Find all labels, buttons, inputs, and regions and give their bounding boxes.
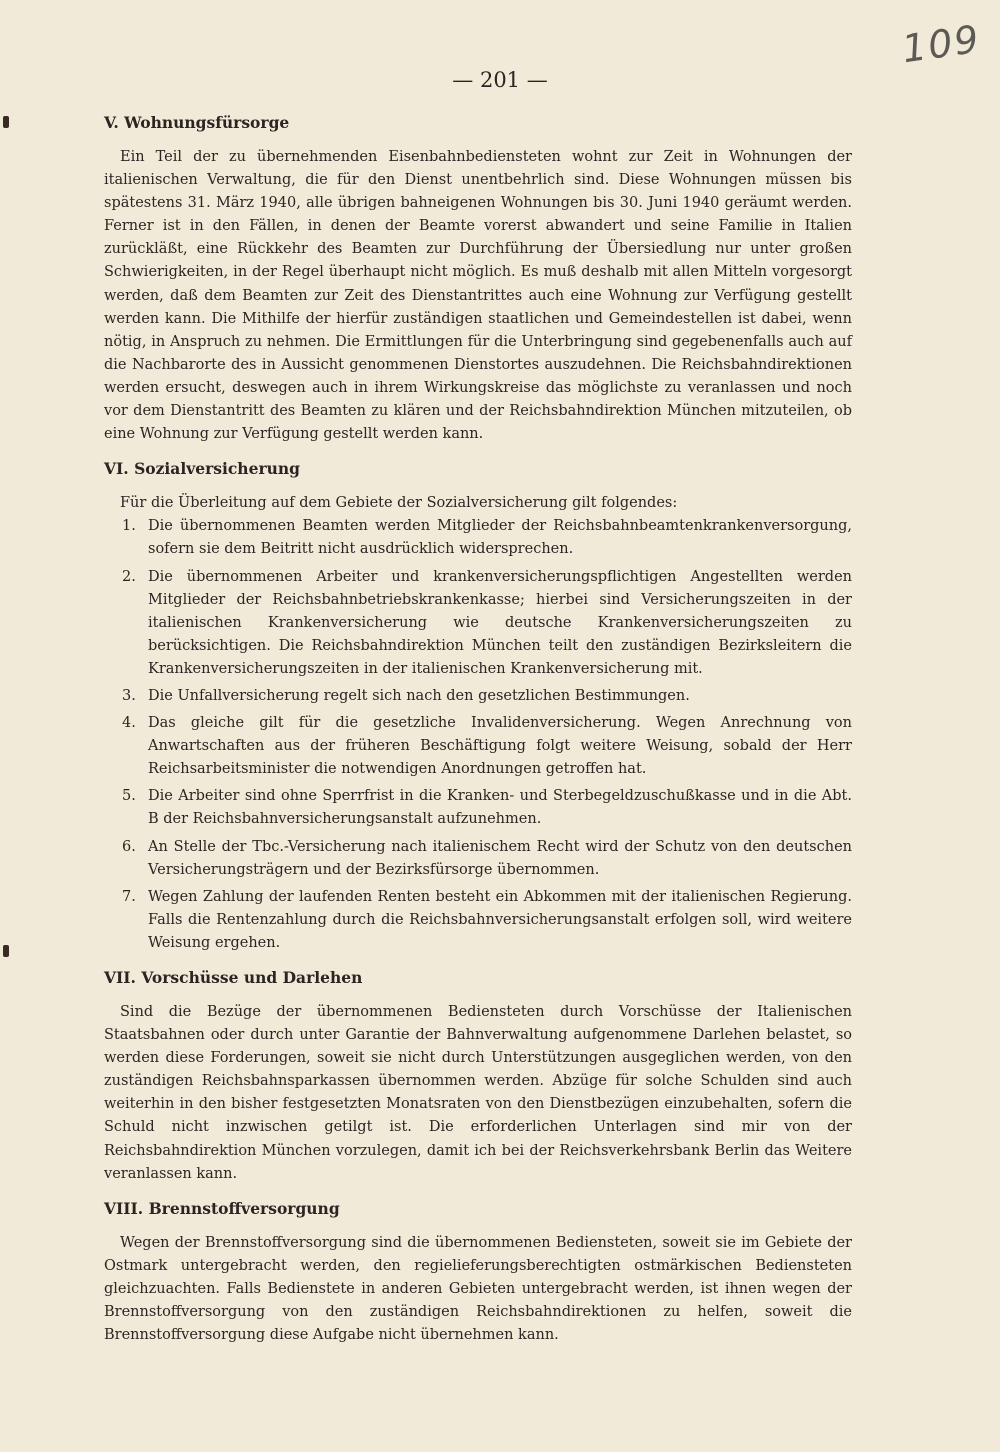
section-fuel-supply — [104, 1198, 852, 1347]
paragraph: Ein Teil der zu übernehmenden Eisenbahnbediensteten wohnt zur Zeit in Wohnungen der italienischen Verwaltung, die für den Dienst unentbehrlich sind. Diese Wohnungen müssen bis spätestens 31. März 1940, alle übrigen bahneigenen Wohnungen bis 30. Juni 1940 geräumt werden. Ferner ist in den Fällen, in denen der Beamte vorerst abwandert und seine Familie in Italien zurückläßt, eine Rückkehr des Beamten zur Durchführung der Übersiedlung nur unter großen Schwierigkeiten, in der Regel überhaupt nicht möglich. Es muß deshalb mit allen Mitteln vorgesorgt werden, daß dem Beamten zur Zeit des Dienstantrittes auch eine Wohnung zur Verfügung gestellt werden kann. Die Mithilfe der hierfür zuständigen staatlichen und Gemeindestellen ist dabei, wenn nötig, in Anspruch zu nehmen. Die Ermittlungen für die Unterbringung sind gegebenenfalls auch auf die Nachbarorte des in Aussicht genommenen Dienstortes auszudehnen. Die Reichsbahndirektionen werden ersucht, deswegen auch in ihrem Wirkungskreise das möglichste zu veranlassen und noch vor dem Dienstantritt des Beamten zu klären und der Reichsbahndirektion München mitzuteilen, ob eine Wohnung zur Verfügung gestellt werden kann. — [104, 149, 852, 443]
list-number: 6. — [122, 838, 136, 855]
list-number: 5. — [122, 788, 136, 805]
margin-mark — [3, 945, 9, 957]
document-body — [104, 112, 852, 1359]
section-heading: VII. Vorschüsse und Darlehen — [104, 968, 363, 987]
list-item — [104, 685, 852, 708]
list-number: 2. — [122, 568, 136, 585]
list-item-text: Das gleiche gilt für die gesetzliche Invalidenversicherung. Wegen Anrechnung von Anwartschaften aus der früheren Beschäftigung folgt weitere Weisung, sobald der Herr Reichsarbeitsminister die notwendigen Anordnungen getroffen hat. — [148, 715, 852, 778]
section-housing — [104, 112, 852, 446]
paragraph: Wegen der Brennstoffversorgung sind die übernommenen Bediensteten, soweit sie im Gebiete der Ostmark untergebracht werden, den regielieferungsberechtigten ostmärkischen Bediensteten gleichzuachten. Falls Bedienstete in anderen Gebieten untergebracht werden, ist ihnen wegen der Brennstoffversorgung von den zuständigen Reichsbahndirektionen zu helfen, soweit die Brennstoffversorgung diese Aufgabe nicht übernehmen kann. — [104, 1234, 852, 1344]
list-item-text: Die Arbeiter sind ohne Sperrfrist in die Kranken- und Sterbegeldzuschußkasse und in die Abt. B der Reichsbahnversicherungsanstalt aufzunehmen. — [148, 788, 852, 828]
list-item — [104, 886, 852, 955]
section-social-insurance — [104, 458, 852, 955]
list-item-text: Die übernommenen Arbeiter und krankenversicherungspflichtigen Angestellten werden Mitglieder der Reichsbahnbetriebskrankenkasse; hierbei sind Versicherungszeiten in der italienischen Krankenversicherung wie deutsche Krankenversicherungszeiten zu berücksichtigen. Die Reichsbahndirektion München teilt den zuständigen Bezirksleitern die Krankenversicherungszeiten in der italienischen Krankenversicherung mit. — [148, 568, 852, 677]
numbered-list — [104, 515, 852, 955]
margin-mark — [3, 116, 9, 128]
handwritten-folio-number: 109 — [899, 16, 984, 72]
list-item — [104, 515, 852, 561]
list-item — [104, 566, 852, 681]
section-heading: VIII. Brennstoffversorgung — [104, 1198, 340, 1218]
list-number: 4. — [122, 715, 136, 732]
list-number: 3. — [122, 687, 136, 704]
section-heading: V. Wohnungsfürsorge — [104, 113, 290, 132]
list-number: 1. — [122, 518, 136, 535]
list-item-text: Die Unfallversicherung regelt sich nach den gesetzlichen Bestimmungen. — [148, 687, 690, 704]
list-item — [104, 712, 852, 781]
paragraph: Für die Überleitung auf dem Gebiete der Sozialversicherung gilt folgendes: — [120, 495, 678, 512]
list-item — [104, 836, 852, 882]
list-item-text: Die übernommenen Beamten werden Mitglieder der Reichsbahnbeamtenkrankenversorgung, sofern sie dem Beitritt nicht ausdrücklich widersprechen. — [148, 518, 852, 558]
section-advances-loans — [104, 967, 852, 1186]
section-heading: VI. Sozialversicherung — [104, 459, 300, 479]
list-item — [104, 785, 852, 831]
list-item-text: An Stelle der Tbc.-Versicherung nach italienischem Recht wird der Schutz von den deutschen Versicherungsträgern und der Bezirksfürsorge übernommen. — [148, 838, 852, 878]
list-number: 7. — [122, 888, 136, 905]
page-number: — 201 — — [452, 68, 548, 92]
paragraph: Sind die Bezüge der übernommenen Bediensteten durch Vorschüsse der Italienischen Staatsbahnen oder durch unter Garantie der Bahnverwaltung aufgenommene Darlehen belastet, so werden diese Forderungen, soweit sie nicht durch Unterstützungen ausgeglichen werden, von den zuständigen Reichsbahnsparkassen übernommen werden. Abzüge für solche Schulden sind auch weiterhin in den bisher festgesetzten Monatsraten von den Dienstbezügen einzubehalten, sofern die Schuld nicht inzwischen getilgt ist. Die erforderlichen Unterlagen sind mir von der Reichsbahndirektion München vorzulegen, damit ich bei der Reichsverkehrsbank Berlin das Weitere veranlassen kann. — [104, 1004, 852, 1182]
list-item-text: Wegen Zahlung der laufenden Renten besteht ein Abkommen mit der italienischen Regierung. Falls die Rentenzahlung durch die Reichsbahnversicherungsanstalt erfolgen soll, wird weitere Weisung ergehen. — [148, 888, 852, 951]
